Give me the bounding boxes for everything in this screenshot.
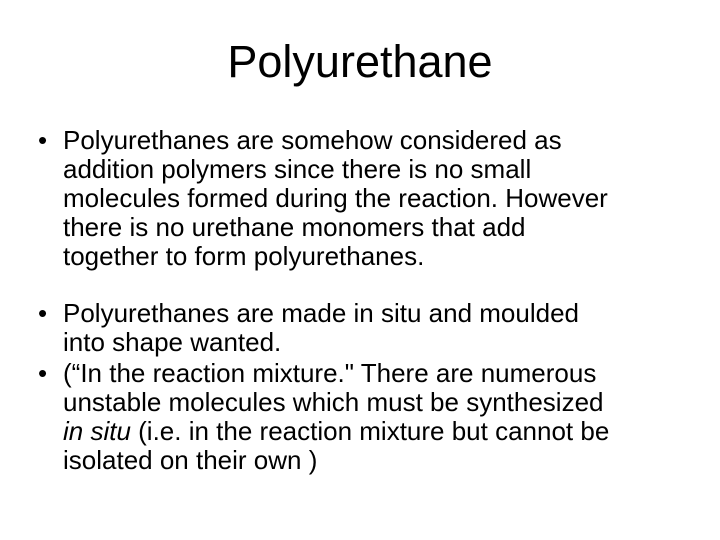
bullet-list bbox=[38, 125, 665, 475]
bullet-text bbox=[63, 359, 665, 475]
bullet-line: unstable molecules which must be synthesized bbox=[63, 387, 604, 417]
bullet-line: Polyurethanes are somehow considered as bbox=[63, 125, 562, 155]
bullet-line: into shape wanted. bbox=[63, 327, 282, 357]
bullet-line: there is no urethane monomers that add bbox=[63, 212, 526, 242]
bullet-line: addition polymers since there is no small bbox=[63, 154, 532, 184]
bullet-icon: • bbox=[38, 358, 48, 388]
bullet-line: Polyurethanes are made in situ and moulded bbox=[63, 298, 579, 328]
slide-title: Polyurethane bbox=[227, 36, 493, 87]
bullet-text bbox=[63, 299, 665, 357]
bullet-line: together to form polyurethanes. bbox=[63, 241, 425, 271]
bullet-line: molecules formed during the reaction. However bbox=[63, 183, 608, 213]
bullet-item bbox=[38, 125, 665, 271]
bullet-icon: • bbox=[38, 298, 48, 328]
bullet-text bbox=[63, 126, 665, 271]
bullet-line: isolated on their own ) bbox=[63, 445, 318, 475]
bullet-line: (“In the reaction mixture." There are numerous bbox=[63, 358, 597, 388]
bullet-line: in situ (i.e. in the reaction mixture but cannot be bbox=[63, 416, 610, 446]
bullet-icon: • bbox=[38, 125, 48, 155]
bullet-item bbox=[38, 298, 665, 357]
bullet-item bbox=[38, 358, 665, 475]
